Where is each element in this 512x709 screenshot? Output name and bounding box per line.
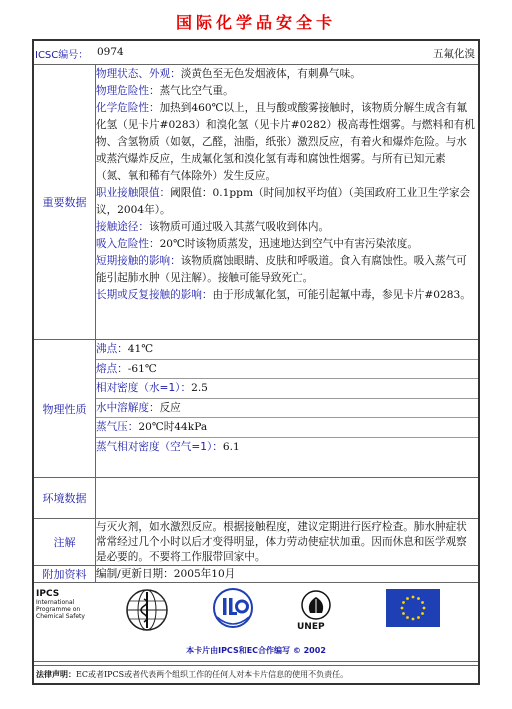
important-item-value: 阈限值：0.1ppm（时间加权平均值）（美国政府工业卫生学家会议，2004年）。 <box>96 187 471 216</box>
eu-star <box>421 612 424 615</box>
important-item-value: 该物质可通过吸入其蒸气吸收到体内。 <box>148 221 330 233</box>
important-item-value: 淡黄色至无色发烟液体，有刺鼻气味。 <box>180 68 361 80</box>
physical-property-key: 蒸气相对密度（空气=1）： <box>96 440 223 453</box>
environment-label: 环境数据 <box>34 478 96 518</box>
important-item <box>96 100 476 185</box>
important-item-value: 加热到460℃以上，且与酸或酸雾接触时，该物质分解生成含有氟化氢（见卡片#0283）和溴化氢（见卡片#0282）极高毒性烟雾。与燃料和有机物、含氢物质（如氨，乙醛，油脂，纸张）激烈反应，有着火和爆炸危险。与水或蒸汽爆炸反应，生成氟化氢和溴化氢有毒和腐蚀性烟雾。与所有已知元素（氮、氧和稀有气体除外）发生反应。 <box>96 102 475 182</box>
physical-property-value: 反应 <box>159 401 181 414</box>
eu-star <box>406 597 409 600</box>
unep-text: UNEP <box>297 622 325 632</box>
spacer-row <box>34 662 478 666</box>
physical-properties-label: 物理性质 <box>34 340 96 477</box>
legal-row <box>34 668 480 682</box>
important-data-row <box>34 65 478 340</box>
important-item-value: 蒸气比空气重。 <box>159 85 234 97</box>
important-item <box>96 287 476 304</box>
important-data-label: 重要数据 <box>34 65 96 339</box>
ipcs-logo <box>36 589 85 620</box>
icsc-label: ICSC编号： <box>35 50 89 61</box>
physical-property-value: 41℃ <box>127 343 154 355</box>
safety-card <box>32 39 480 685</box>
chemical-name: 五氟化溴 <box>433 48 475 60</box>
physical-property-item <box>96 399 478 419</box>
additional-label: 附加资料 <box>34 566 96 582</box>
important-item-key: 吸入危险性： <box>96 238 160 250</box>
physical-properties-row <box>34 340 478 478</box>
physical-property-key: 沸点： <box>96 343 128 355</box>
eu-star <box>423 607 426 610</box>
important-item-value: 该物质腐蚀眼睛、皮肤和呼吸道。食入有腐蚀性。吸入蒸气可能引起肺水肿（见注解）。接触可能导致死亡。 <box>96 255 467 284</box>
card-credit: 本卡片由IPCS和EC合作编写 © 2002 <box>186 646 326 655</box>
additional-row <box>34 566 478 583</box>
physical-property-item <box>96 438 478 457</box>
physical-property-key: 相对密度（水=1）： <box>96 382 192 395</box>
physical-property-key: 熔点： <box>96 362 128 375</box>
important-item <box>96 253 476 287</box>
notes-text: 与灭火剂，如水激烈反应。根据接触程度，建议定期进行医疗检查。肺水肿症状常常经过几个小时以后才变得明显，体力劳动使症状加重。因而休息和医学观察是必要的。不要将工作服带回家中。 <box>96 521 467 563</box>
physical-property-item <box>96 360 478 380</box>
notes-label: 注解 <box>34 519 96 565</box>
environment-body <box>96 478 478 518</box>
important-item-key: 职业接触限值： <box>96 187 171 199</box>
eu-star <box>421 601 424 604</box>
important-item-key: 物理危险性： <box>96 85 160 97</box>
ipcs-line-1: International <box>36 599 75 606</box>
eu-star <box>417 597 420 600</box>
physical-property-value: 20℃时44kPa <box>138 421 208 434</box>
icsc-number: 0974 <box>97 46 124 58</box>
notes-row <box>34 519 478 566</box>
ipcs-line-3: Chemical Safety <box>36 613 85 620</box>
card-title: 国际化学品安全卡 <box>175 13 336 32</box>
ipcs-line-2: Programme on <box>36 606 81 613</box>
important-item-value: 20℃时该物质蒸发，迅速地达到空气中有害污染浓度。 <box>159 238 418 250</box>
environment-row <box>34 478 478 519</box>
eu-star <box>401 607 404 610</box>
ilo-emblem-icon <box>212 587 254 633</box>
important-item-key: 长期或反复接触的影响： <box>96 289 213 301</box>
important-item <box>96 185 476 219</box>
physical-property-value: 2.5 <box>191 382 208 395</box>
important-item <box>96 66 476 83</box>
physical-property-value: 6.1 <box>222 440 240 453</box>
logos-row <box>34 583 478 662</box>
eu-star <box>412 596 415 599</box>
legal-text: EC或者IPCS或者代表两个组织工作的任何人对本卡片信息的使用不负责任。 <box>76 670 349 679</box>
legal-label: 法律声明： <box>36 670 76 679</box>
important-item-value: 由于形成氟化氢，可能引起氟中毒，参见卡片#0283。 <box>212 289 471 301</box>
who-emblem-icon <box>124 587 170 633</box>
important-item <box>96 83 476 100</box>
unep-logo-icon <box>296 589 336 621</box>
physical-property-item <box>96 379 478 399</box>
eu-flag-icon <box>386 589 440 627</box>
eu-star <box>406 616 409 619</box>
ipcs-title: IPCS <box>36 589 60 599</box>
important-item-key: 接触途径： <box>96 221 149 233</box>
important-item <box>96 236 476 253</box>
important-item-key: 短期接触的影响： <box>96 255 181 267</box>
important-data-body <box>96 65 478 339</box>
physical-property-item <box>96 340 478 360</box>
eu-star <box>402 601 405 604</box>
physical-property-key: 蒸气压： <box>96 421 139 434</box>
physical-property-item <box>96 418 478 438</box>
eu-star <box>402 612 405 615</box>
header-row <box>34 41 478 65</box>
additional-text: 编制/更新日期：2005年10月 <box>96 568 236 580</box>
eu-star <box>412 618 415 621</box>
important-item <box>96 219 476 236</box>
physical-properties-body <box>96 340 478 477</box>
physical-property-key: 水中溶解度： <box>96 401 160 414</box>
important-item-key: 物理状态、外观： <box>96 68 181 80</box>
physical-property-value: -61℃ <box>127 362 157 375</box>
eu-star <box>417 616 420 619</box>
important-item-key: 化学危险性： <box>96 102 160 114</box>
